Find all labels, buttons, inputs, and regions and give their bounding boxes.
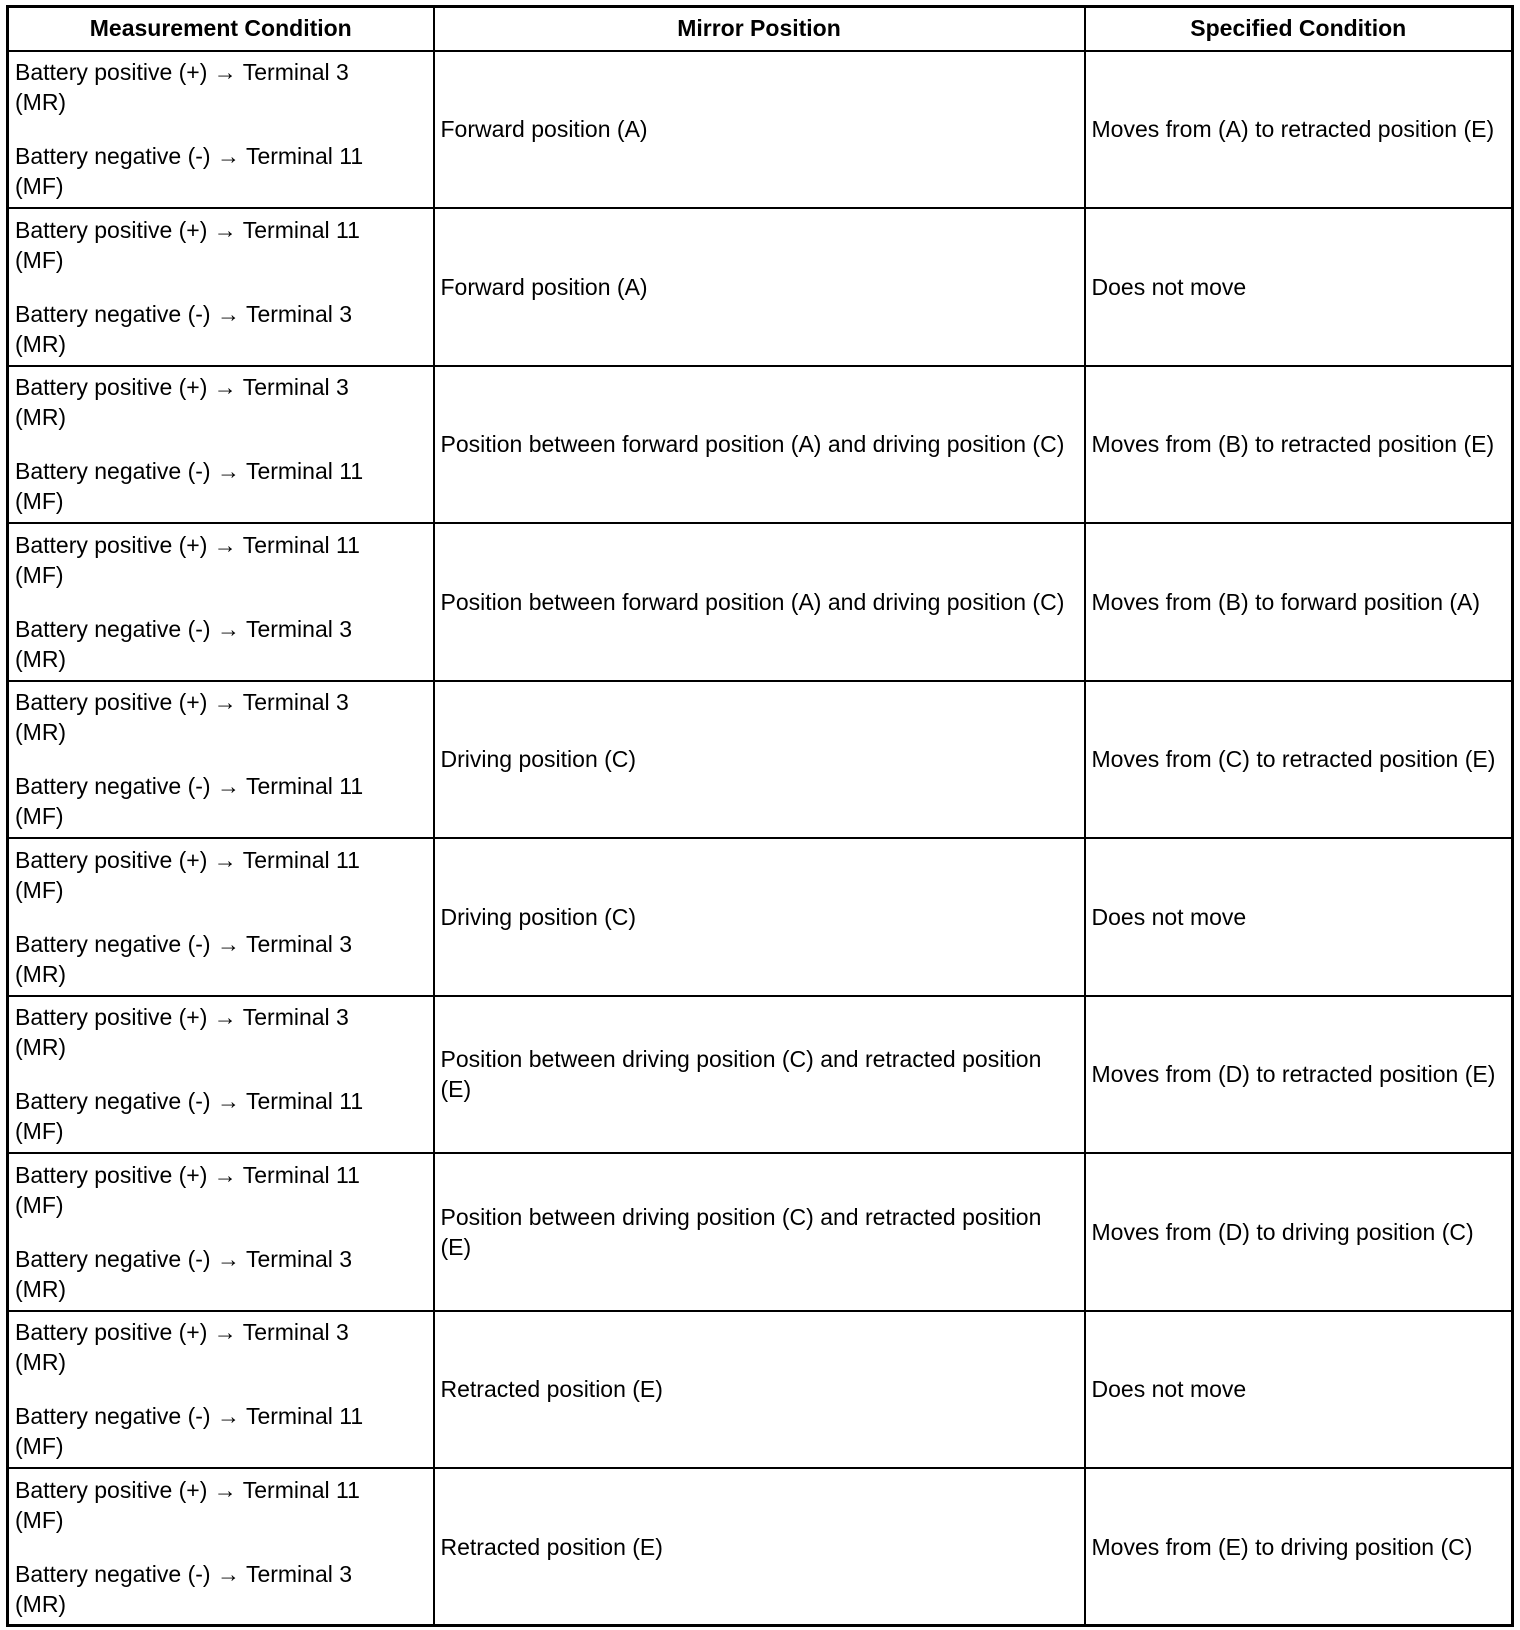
- battery-negative-connection: Battery negative (-) → Terminal 11 (MF): [15, 458, 364, 515]
- battery-positive-connection: Battery positive (+) → Terminal 3 (MR): [15, 1004, 349, 1061]
- measurement-condition-cell: [8, 1468, 434, 1626]
- specified-condition-cell: Moves from (E) to driving position (C): [1085, 1468, 1513, 1626]
- specified-condition-cell: Does not move: [1085, 838, 1513, 996]
- battery-positive-connection: Battery positive (+) → Terminal 11 (MF): [15, 216, 360, 273]
- mirror-position-cell: Forward position (A): [434, 208, 1085, 366]
- battery-negative-connection: Battery negative (-) → Terminal 11 (MF): [15, 1403, 364, 1460]
- mirror-position-cell: Forward position (A): [434, 51, 1085, 209]
- battery-negative-connection: Battery negative (-) → Terminal 11 (MF): [15, 773, 364, 830]
- battery-positive-connection: Battery positive (+) → Terminal 3 (MR): [15, 59, 349, 116]
- measurement-condition-cell: [8, 208, 434, 366]
- measurement-condition-cell: [8, 1311, 434, 1469]
- battery-positive-connection: Battery positive (+) → Terminal 3 (MR): [15, 374, 349, 431]
- table-row: [8, 838, 1513, 996]
- header-specified-condition: Specified Condition: [1085, 7, 1513, 51]
- battery-positive-connection: Battery positive (+) → Terminal 3 (MR): [15, 689, 349, 746]
- battery-positive-connection: Battery positive (+) → Terminal 11 (MF): [15, 531, 360, 588]
- table-row: [8, 51, 1513, 209]
- battery-negative-connection: Battery negative (-) → Terminal 3 (MR): [15, 1245, 353, 1302]
- table-body: [8, 51, 1513, 1626]
- table-row: [8, 1311, 1513, 1469]
- mirror-position-cell: Position between driving position (C) and retracted position (E): [434, 1153, 1085, 1311]
- mirror-position-cell: Position between driving position (C) and retracted position (E): [434, 996, 1085, 1154]
- specified-condition-cell: Moves from (A) to retracted position (E): [1085, 51, 1513, 209]
- mirror-position-cell: Retracted position (E): [434, 1468, 1085, 1626]
- battery-negative-connection: Battery negative (-) → Terminal 3 (MR): [15, 615, 353, 672]
- table-row: [8, 523, 1513, 681]
- measurement-condition-cell: [8, 1153, 434, 1311]
- header-row: [8, 7, 1513, 51]
- battery-positive-connection: Battery positive (+) → Terminal 11 (MF): [15, 846, 360, 903]
- mirror-position-cell: Position between forward position (A) and driving position (C): [434, 523, 1085, 681]
- specified-condition-cell: Moves from (B) to retracted position (E): [1085, 366, 1513, 524]
- mirror-inspection-table: [6, 5, 1514, 1627]
- battery-positive-connection: Battery positive (+) → Terminal 11 (MF): [15, 1476, 360, 1533]
- mirror-position-cell: Position between forward position (A) and driving position (C): [434, 366, 1085, 524]
- specified-condition-cell: Moves from (C) to retracted position (E): [1085, 681, 1513, 839]
- table-header: [8, 7, 1513, 51]
- mirror-position-cell: Retracted position (E): [434, 1311, 1085, 1469]
- measurement-condition-cell: [8, 51, 434, 209]
- header-mirror-position: Mirror Position: [434, 7, 1085, 51]
- table-row: [8, 681, 1513, 839]
- table-row: [8, 208, 1513, 366]
- battery-negative-connection: Battery negative (-) → Terminal 3 (MR): [15, 1560, 353, 1617]
- measurement-condition-cell: [8, 996, 434, 1154]
- specified-condition-cell: Does not move: [1085, 208, 1513, 366]
- measurement-condition-cell: [8, 523, 434, 681]
- table-row: [8, 366, 1513, 524]
- mirror-position-cell: Driving position (C): [434, 681, 1085, 839]
- specified-condition-cell: Moves from (B) to forward position (A): [1085, 523, 1513, 681]
- battery-positive-connection: Battery positive (+) → Terminal 11 (MF): [15, 1161, 360, 1218]
- specified-condition-cell: Moves from (D) to retracted position (E): [1085, 996, 1513, 1154]
- battery-negative-connection: Battery negative (-) → Terminal 3 (MR): [15, 930, 353, 987]
- measurement-condition-cell: [8, 681, 434, 839]
- specified-condition-cell: Moves from (D) to driving position (C): [1085, 1153, 1513, 1311]
- battery-negative-connection: Battery negative (-) → Terminal 11 (MF): [15, 1088, 364, 1145]
- table-row: [8, 996, 1513, 1154]
- specified-condition-cell: Does not move: [1085, 1311, 1513, 1469]
- table-row: [8, 1468, 1513, 1626]
- measurement-condition-cell: [8, 366, 434, 524]
- mirror-position-cell: Driving position (C): [434, 838, 1085, 996]
- battery-negative-connection: Battery negative (-) → Terminal 3 (MR): [15, 300, 353, 357]
- battery-negative-connection: Battery negative (-) → Terminal 11 (MF): [15, 143, 364, 200]
- measurement-condition-cell: [8, 838, 434, 996]
- header-measurement-condition: Measurement Condition: [8, 7, 434, 51]
- table-row: [8, 1153, 1513, 1311]
- battery-positive-connection: Battery positive (+) → Terminal 3 (MR): [15, 1319, 349, 1376]
